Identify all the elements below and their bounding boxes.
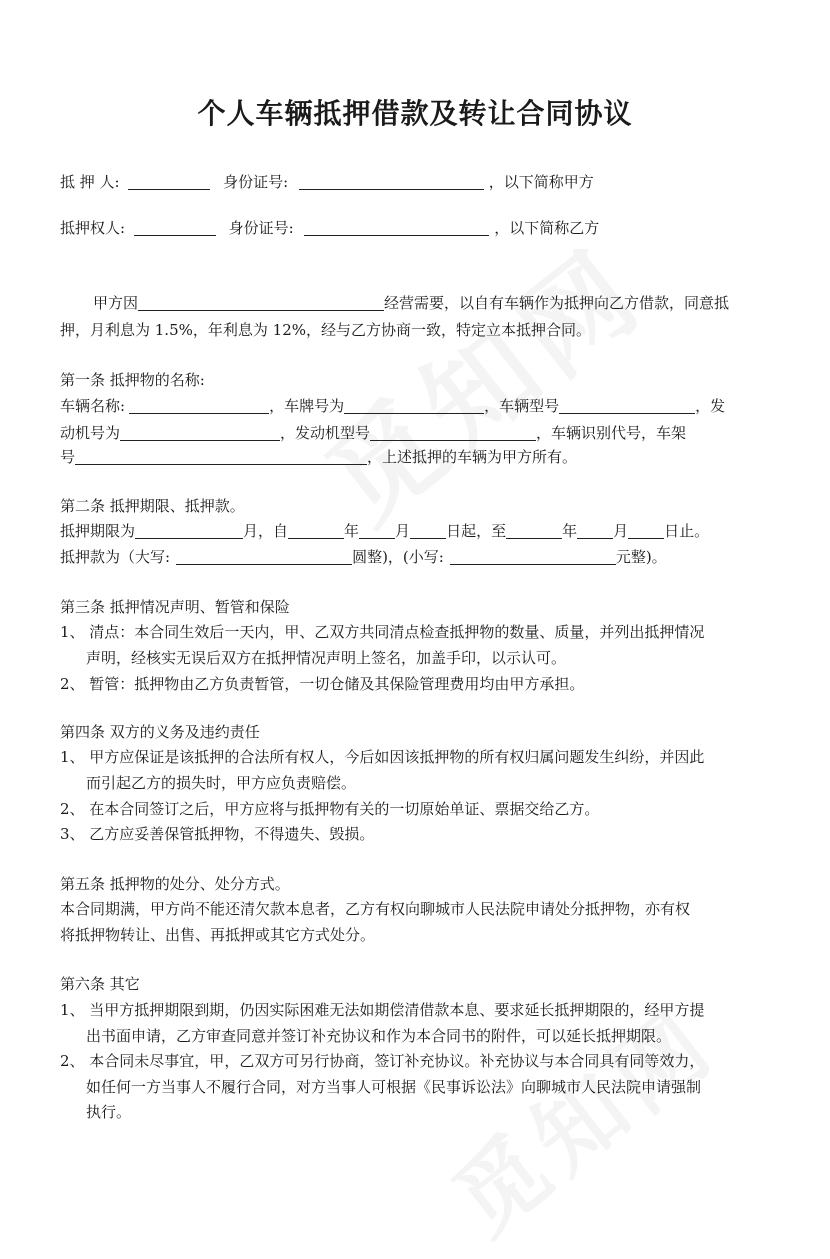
- article-2-line-2: [60, 547, 667, 567]
- amount-lower-blank[interactable]: [450, 548, 616, 565]
- term-text: 日止。: [664, 522, 710, 540]
- amount-upper-label: 抵押款为（大写:: [60, 548, 171, 566]
- end-year-blank[interactable]: [506, 522, 562, 539]
- party-a-suffix: ，以下简称甲方: [488, 173, 594, 191]
- month-label: 月: [395, 522, 411, 540]
- model-label: ，车辆型号: [484, 397, 560, 415]
- engine-model-blank[interactable]: [370, 424, 536, 441]
- document-title: 个人车辆抵押借款及转让合同协议: [197, 97, 633, 130]
- end-day-blank[interactable]: [628, 522, 664, 539]
- article-5-line-1: 本合同期满，甲方尚不能还清欠款本息者，乙方有权向聊城市人民法院申请处分抵押物，亦有权: [60, 900, 691, 918]
- article-3-item-1-line-2: 声明，经核实无误后双方在抵押情况声明上签名，加盖手印，以示认可。: [86, 649, 567, 667]
- id-label: 身份证号:: [223, 173, 289, 191]
- term-months-blank[interactable]: [135, 522, 243, 539]
- start-year-blank[interactable]: [288, 522, 344, 539]
- month-label: 月: [613, 522, 629, 540]
- intro-line-2: 押，月利息为 1.5%，年利息为 12%，经与乙方协商一致，特定立本抵押合同。: [60, 321, 591, 339]
- term-label: 抵押期限为: [60, 522, 136, 540]
- article-6-item-2-line-3: 执行。: [86, 1103, 132, 1121]
- article-6-item-1-line-1: 1、 当甲方抵押期限到期，仍因实际困难无法如期偿清借款本息、要求延长抵押期限的，经甲方提: [60, 1001, 705, 1019]
- vin-label: ，车辆识别代号，车架: [536, 424, 687, 442]
- frame-no-blank[interactable]: [75, 448, 367, 465]
- id-label: 身份证号:: [228, 219, 294, 237]
- article-2-line-1: [60, 521, 709, 541]
- purpose-blank[interactable]: [138, 294, 384, 311]
- frame-label: 号: [60, 448, 76, 466]
- article-3-heading: 第三条 抵押情况声明、暂管和保险: [60, 598, 290, 616]
- end-month-blank[interactable]: [577, 522, 613, 539]
- article-3-item-1-line-1: 1、 清点：本合同生效后一天内，甲、乙双方共同清点检查抵押物的数量、质量，并列出抵押情况: [60, 623, 705, 641]
- party-b-line: [60, 218, 599, 238]
- article-2-heading: 第二条 抵押期限、抵押款。: [60, 497, 245, 515]
- vehicle-name-label: 车辆名称:: [60, 397, 126, 415]
- amount-upper-blank[interactable]: [176, 548, 352, 565]
- term-text: 日起，至: [446, 522, 507, 540]
- article-6-item-2-line-2: 如任何一方当事人不履行合同，对方当事人可根据《民事诉讼法》向聊城市人民法院申请强制: [86, 1078, 702, 1096]
- article-1-line-2: [60, 423, 686, 443]
- mortgagee-label: 抵押权人:: [60, 219, 126, 237]
- model-blank[interactable]: [559, 397, 695, 414]
- engine-no-blank[interactable]: [120, 424, 280, 441]
- mortgagor-name-blank[interactable]: [128, 173, 210, 190]
- term-text: 月，自: [243, 522, 289, 540]
- article-6-heading: 第六条 其它: [60, 975, 140, 993]
- article-1-heading: 第一条 抵押物的名称:: [60, 371, 205, 389]
- article-4-heading: 第四条 双方的义务及违约责任: [60, 723, 260, 741]
- intro-line-1: [68, 293, 729, 313]
- amount-text: 元整)。: [615, 548, 667, 566]
- article-4-item-3: 3、 乙方应妥善保管抵押物，不得遗失、毁损。: [60, 825, 375, 843]
- mortgagee-name-blank[interactable]: [134, 219, 216, 236]
- article-4-item-2: 2、 在本合同签订之后，甲方应将与抵押物有关的一切原始单证、票据交给乙方。: [60, 800, 600, 818]
- mortgagee-id-blank[interactable]: [304, 219, 489, 236]
- mortgagor-label: 抵 押 人:: [60, 173, 120, 191]
- article-3-item-2: 2、 暂管：抵押物由乙方负责暂管，一切仓储及其保险管理费用均由甲方承担。: [60, 675, 585, 693]
- start-day-blank[interactable]: [410, 522, 446, 539]
- mortgagor-id-blank[interactable]: [299, 173, 484, 190]
- article-1-line-3: [60, 447, 577, 467]
- amount-lower-label: 圆整)，(小写:: [352, 548, 444, 566]
- article-4-item-1-line-1: 1、 甲方应保证是该抵押的合法所有权人，今后如因该抵押物的所有权归属问题发生纠纷，并因此: [60, 748, 705, 766]
- article-4-item-1-line-2: 而引起乙方的损失时，甲方应负责赔偿。: [86, 774, 357, 792]
- engine-no-label: 动机号为: [60, 424, 121, 442]
- vehicle-name-blank[interactable]: [129, 397, 269, 414]
- start-month-blank[interactable]: [359, 522, 395, 539]
- article-5-heading: 第五条 抵押物的处分、处分方式。: [60, 875, 290, 893]
- watermark: [290, 206, 671, 552]
- party-b-suffix: ，以下简称乙方: [494, 219, 600, 237]
- article-5-line-2: 将抵押物转让、出售、再抵押或其它方式处分。: [60, 926, 376, 944]
- article-1-text: ，上述抵押的车辆为甲方所有。: [367, 448, 578, 466]
- article-1-line-1: [60, 396, 725, 416]
- engine-model-label: ，发动机型号: [280, 424, 371, 442]
- plate-label: ，车牌号为: [269, 397, 345, 415]
- year-label: 年: [344, 522, 360, 540]
- article-6-item-2-line-1: 2、 本合同未尽事宜，甲，乙双方可另行协商，签订补充协议。补充协议与本合同具有同等效力，: [60, 1052, 705, 1070]
- intro-text: 经营需要，以自有车辆作为抵押向乙方借款，同意抵: [384, 294, 730, 312]
- party-a-line: [60, 172, 594, 192]
- article-6-item-1-line-2: 出书面申请，乙方审查同意并签订补充协议和作为本合同书的附件，可以延长抵押期限。: [86, 1027, 672, 1045]
- intro-text: 甲方因: [93, 294, 139, 312]
- year-label: 年: [562, 522, 578, 540]
- article-1-text: ，发: [695, 397, 726, 415]
- plate-blank[interactable]: [344, 397, 484, 414]
